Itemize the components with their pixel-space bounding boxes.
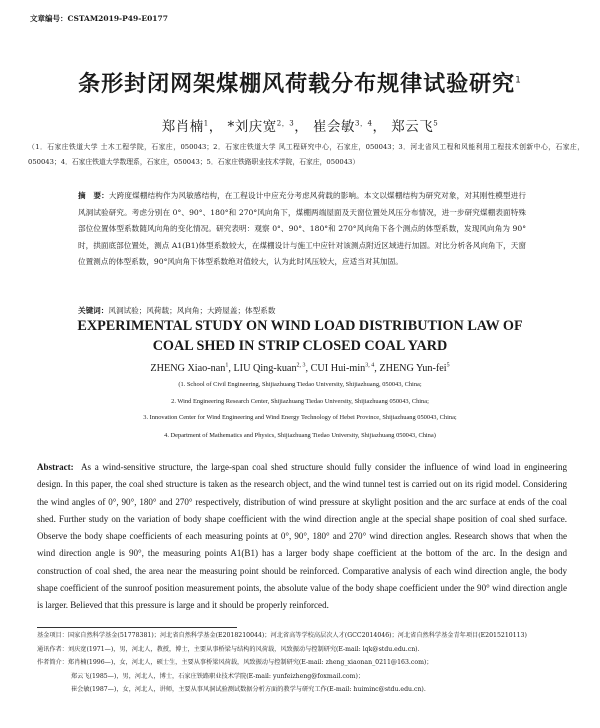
- en-author-sup: 5: [446, 363, 450, 369]
- chinese-affiliations: （1．石家庄铁道大学 土木工程学院，石家庄，050043；2．石家庄铁道大学 风工程研究中心，石家庄，050043；3．河北省风工程和风能利用工程技术创新中心，石家庄，050043；4．石家庄铁道大学数理系，石家庄，050043；5．石家庄铁路职业技术学院，石家庄，050043）: [28, 143, 584, 166]
- chinese-title: [0, 67, 600, 98]
- footnotes: [37, 629, 567, 697]
- footnote-funding: 基金项目：国家自然科学基金(51778381)；河北省自然科学基金(E2018210044)；河北省高等学校高层次人才(GCC2014046)；河北省自然科学基金青年项目(E2015210113): [37, 632, 527, 639]
- footnote-author-bio-3: 崔会敏(1987—)，女，河北人，讲师，主要从事风洞试验测试数据分析方面的教学与研究工作(E-mail: huiminc@stdu.edu.cn).: [71, 686, 426, 693]
- en-author-1: [150, 363, 233, 374]
- english-abstract-label: Abstract:: [37, 462, 74, 472]
- en-author-sep: ,: [374, 363, 380, 375]
- footnote-corresponding-author: 通讯作者：刘庆宽(1971—)，男，河北人，教授，博士，主要从事桥梁与结构的风荷载，风致振动与控制研究(E-mail: lqk@stdu.edu.cn).: [37, 645, 420, 653]
- en-author-4: [379, 363, 449, 374]
- footnote-author-bio-1: 作者简介：郑肖楠(1996—)，女，河北人，硕士生，主要从事桥梁风荷载，风致振动与控制研究(E-mail: zheng_xiaonan_0211@163.com)；: [37, 659, 433, 666]
- en-author-name: CUI Hui-min: [310, 363, 366, 375]
- cn-author-name: *刘庆宽: [227, 119, 277, 135]
- footnote-author-bio-2: 郑云飞(1985—)，男，河北人，博士，石家庄铁路职业技术学院(E-mail: yunfeizheng@foxmail.com)；: [71, 672, 365, 680]
- en-author-name: ZHENG Xiao-nan: [150, 363, 226, 375]
- en-author-sup: 3, 4: [365, 363, 375, 369]
- english-title: [0, 316, 600, 356]
- cn-author-name: 崔会敏: [313, 119, 356, 135]
- english-abstract: [37, 459, 567, 614]
- english-affiliation-3: 3. Innovation Center for Wind Engineering and Wind Energy Technology of Hebei Province, Shijiazhuang 050043, China;: [143, 414, 457, 421]
- cn-author-sep: ，: [372, 119, 387, 135]
- english-author-list: [0, 363, 600, 374]
- cn-author-3: [313, 119, 386, 135]
- chinese-keywords: [78, 305, 526, 316]
- english-title-line-1: EXPERIMENTAL STUDY ON WIND LOAD DISTRIBUTION LAW OF: [77, 318, 523, 334]
- english-abstract-text: As a wind-sensitive structure, the large-span coal shed structure should fully consider the influence of wind load in engineering design. In this paper, the coal shed structure is taken as the research object, and the wind tunnel test is carried out on its rigid model. Considering the wind angles of 0°, 90°, 180° and 270° respectively, distribution of wind pressure at skylight position and the arc surface at ends of the coal shed. Further study on the variation of body shape coefficient with the wind direction angle at the special shape position of coal shed surface. Observe the body shape coefficients of each measuring points at 0°, 90°, 180° and 270° wind direction angles. Research shows that when the wind direction angle is 90°, the measuring points A1(B1) has a larger body shape coefficient at the bottom of the arc. In the design and construction of coal shed, the area near the measuring point should be reinforced. Comparative analysis of each wind direction angle, the body shape coefficient of the sunroof position measurement points, the absolute value of the body shape coefficient under the 90° wind direction angle is larger. Believed that this pressure is large and it should be properly reinforced.: [37, 462, 568, 610]
- en-author-sup: 2, 3: [296, 363, 306, 369]
- cn-author-sup: 3，4: [355, 119, 373, 128]
- cn-author-1: [162, 119, 223, 135]
- cn-author-sup: 5: [433, 119, 439, 128]
- english-title-line-2: COAL SHED IN STRIP CLOSED COAL YARD: [152, 338, 448, 354]
- chinese-abstract-label: 摘 要：: [78, 191, 109, 200]
- english-affiliation-4: 4. Department of Mathematics and Physics, Shijiazhuang Tiedao University, Shijiazhuang 050043, China): [164, 432, 436, 439]
- en-author-name: ZHENG Yun-fei: [379, 363, 447, 375]
- chinese-author-list: [0, 115, 600, 135]
- cn-author-sep: ，: [294, 119, 309, 135]
- cn-author-4: [391, 119, 438, 135]
- en-author-3: [311, 363, 380, 374]
- cn-author-sup: 2，3: [276, 119, 295, 128]
- document-code: 文章编号：CSTAM2019-P49-E0177: [30, 14, 168, 23]
- cn-author-sep: ，: [208, 119, 223, 135]
- chinese-keywords-text: 风洞试验；风荷载；风向角；大跨屋盖；体型系数: [108, 306, 276, 315]
- cn-author-2: [228, 119, 309, 135]
- en-author-name: LIU Qing-kuan: [233, 363, 297, 375]
- chinese-abstract: [78, 188, 526, 271]
- cn-author-sup: 1: [203, 119, 209, 128]
- en-author-2: [233, 363, 310, 374]
- cn-author-name: 郑云飞: [391, 119, 434, 135]
- english-affiliation-1: (1. School of Civil Engineering, Shijiazhuang Tiedao University, Shijiazhuang, 050043, China;: [178, 381, 422, 388]
- footnote-divider: [37, 627, 237, 628]
- en-author-sep: ,: [228, 363, 234, 375]
- english-affiliation-2: 2. Wind Engineering Research Center, Shijiazhuang Tiedao University, Shijiazhuang 050043, China;: [171, 398, 429, 405]
- chinese-title-text: 条形封闭网架煤棚风荷载分布规律试验研究: [78, 72, 516, 97]
- en-author-sep: ,: [305, 363, 311, 375]
- cn-author-name: 郑肖楠: [161, 119, 204, 135]
- chinese-abstract-text: 大跨度煤棚结构作为风敏感结构，在工程设计中应充分考虑风荷载的影响。本文以煤棚结构为研究对象，对其刚性模型进行风洞试验研究。考虑分别在 0°、90°、180°和 270°风向角下，煤棚两端屋面及天窗位置处风压分布情况，进一步研究煤棚表面特殊部位位置体型系数随风向角的变化情况。研究表明：观察 0°、90°、180°和 270°风向角下各个测点的体型系数，发现风向角为 90°时，拱面底部位置处，测点 A1(B1)体型系数较大，在煤棚设计与施工中应针对该测点附近区域进行加固。对比分析各风向角下，天窗位置测点的体型系数，90°风向角下体型系数绝对值较大，认为此时风压较大，应适当对其加固。: [78, 191, 526, 267]
- chinese-keywords-label: 关键词：: [78, 306, 109, 315]
- en-author-sup: 1: [225, 363, 229, 369]
- chinese-title-footnote-mark: 1: [515, 75, 522, 86]
